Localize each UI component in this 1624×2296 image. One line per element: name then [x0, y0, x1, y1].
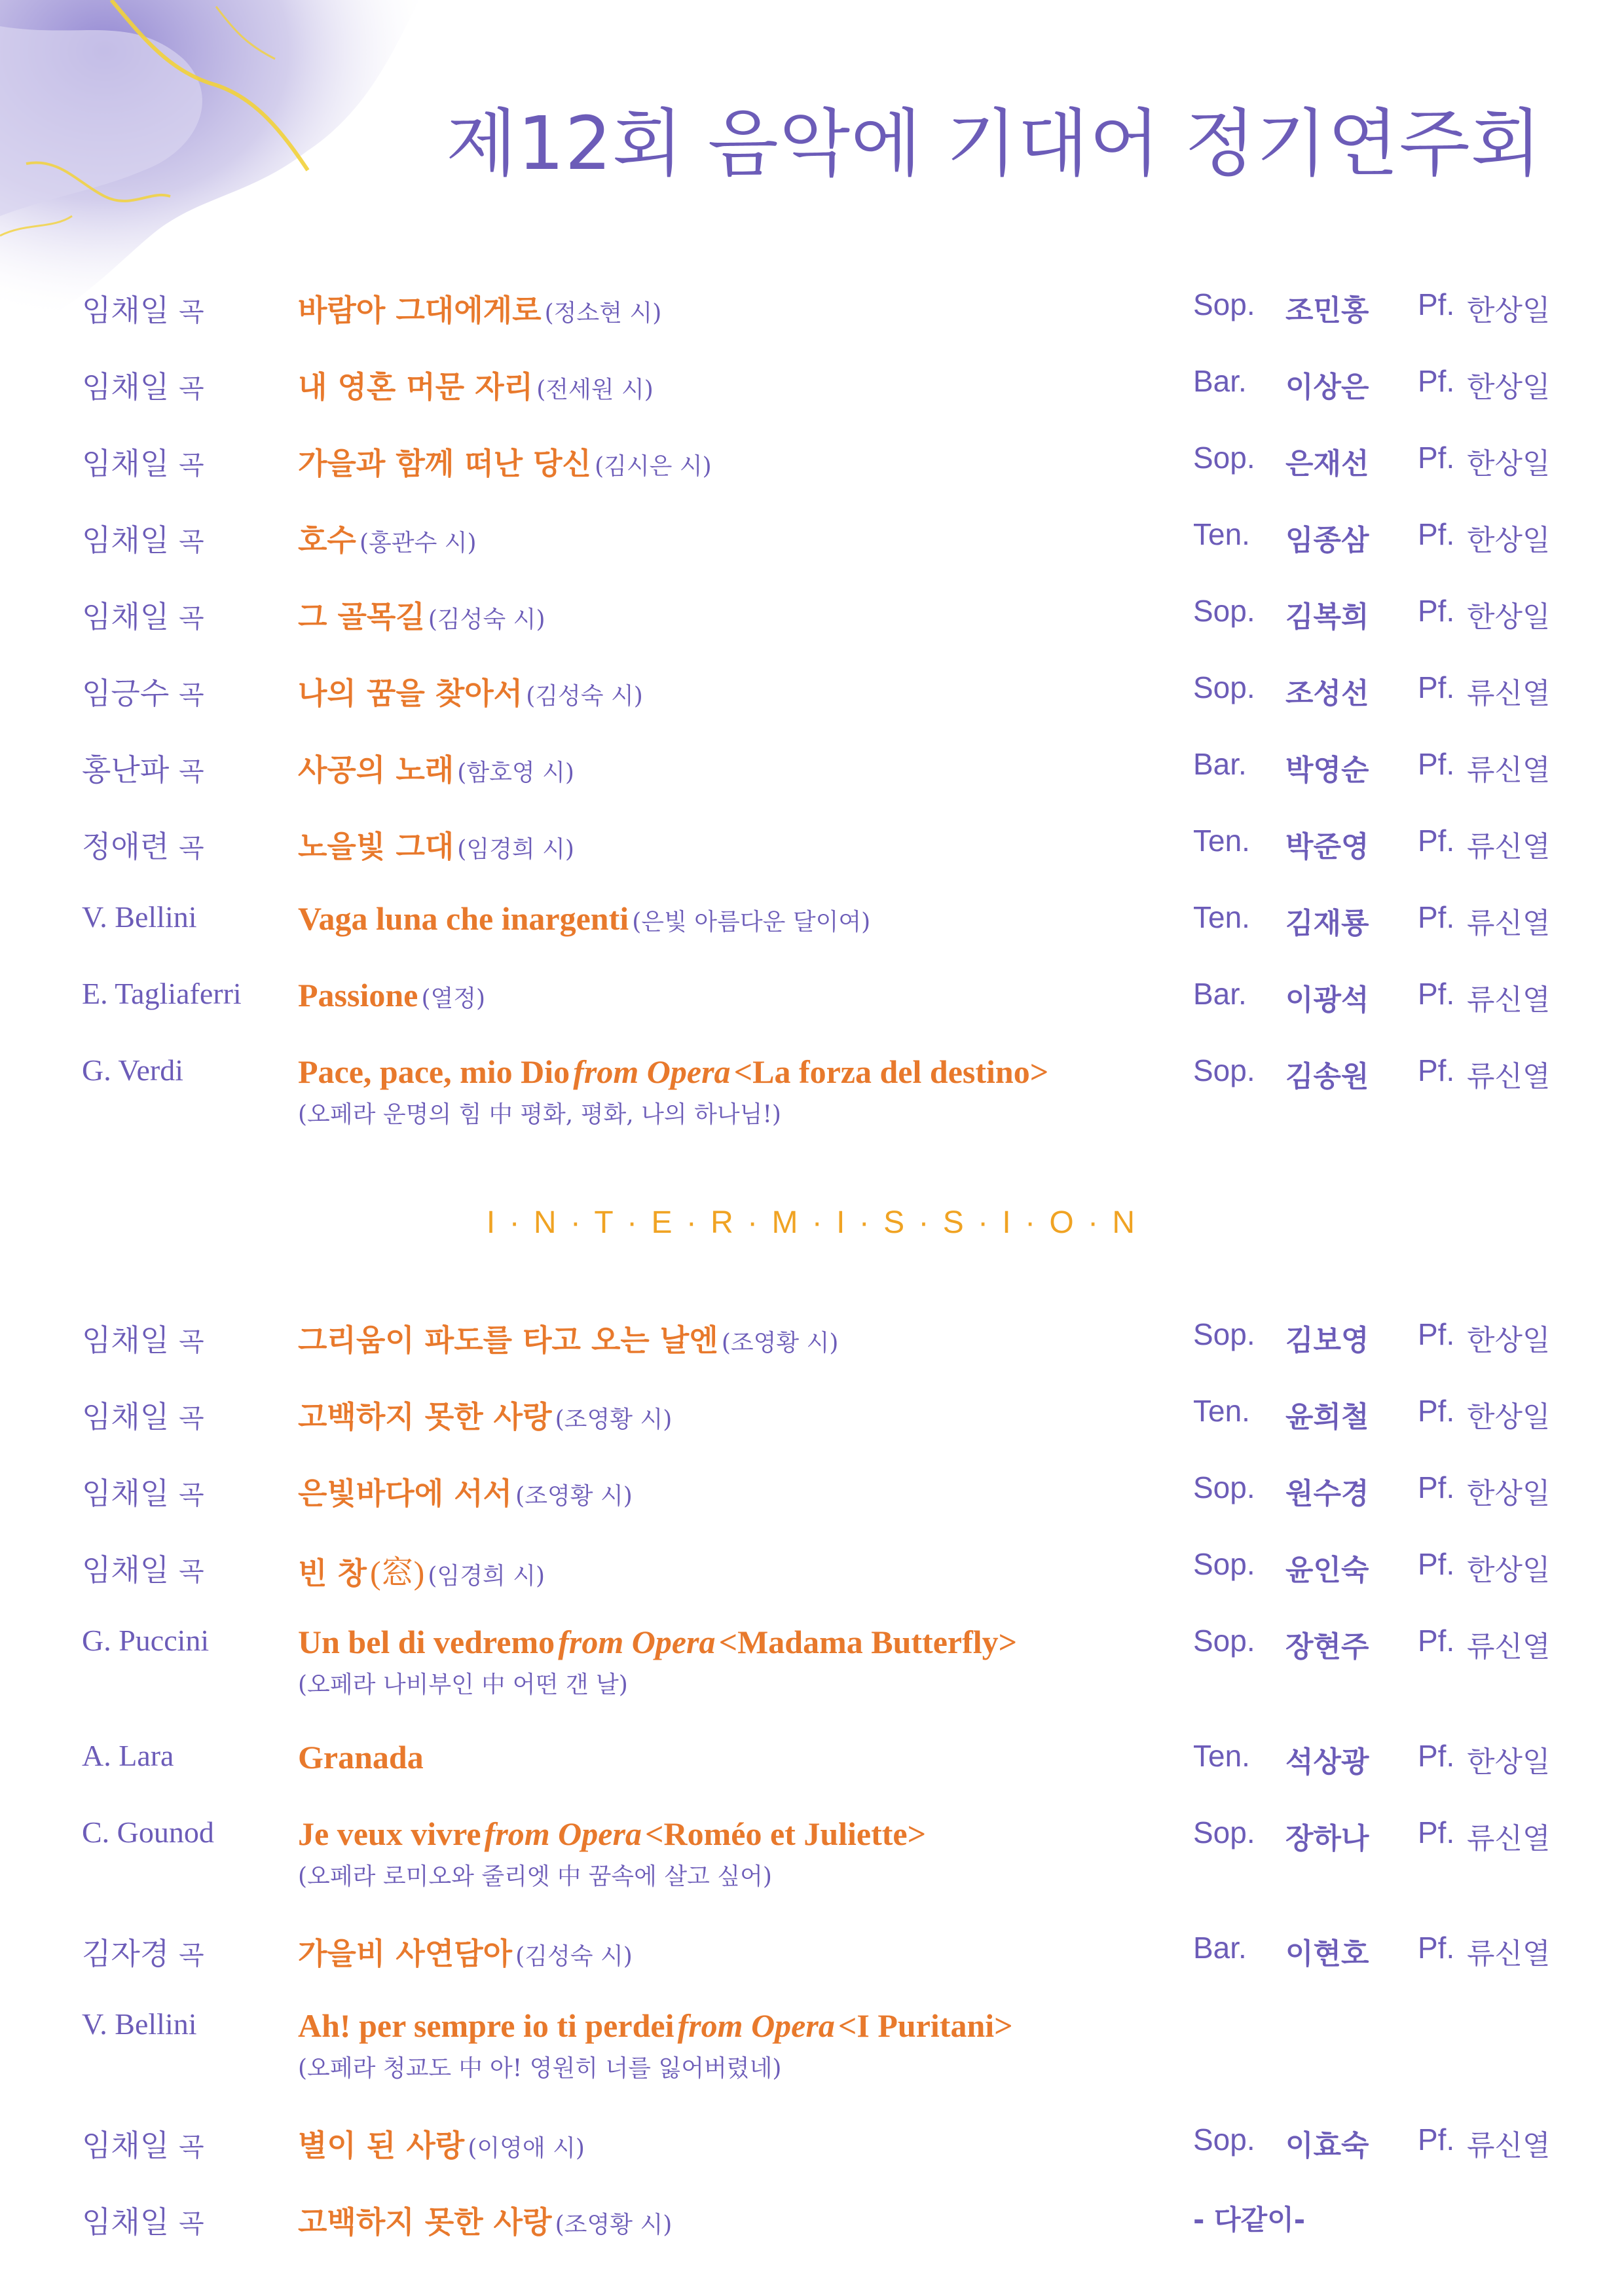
program-row	[0, 1546, 1624, 1618]
singer: 은재선	[1285, 447, 1369, 481]
song	[298, 517, 477, 560]
song	[298, 2198, 672, 2242]
program-row	[0, 287, 1624, 359]
singer: 조민홍	[1285, 294, 1369, 327]
poet: (조영황 시)	[555, 1406, 673, 1433]
composer-name: V. Bellini	[82, 900, 197, 934]
composer	[82, 363, 204, 407]
song-title: Passione	[298, 977, 418, 1013]
voice-type: Ten.	[1193, 824, 1250, 858]
pianist: 류신열	[1467, 1060, 1551, 1093]
singer: 이광석	[1285, 983, 1369, 1017]
composer-suffix: 곡	[178, 527, 204, 557]
composer-name: 임채일	[82, 1476, 170, 1511]
song	[298, 1546, 545, 1594]
voice-type: Bar.	[1193, 364, 1247, 398]
singer: 석상광	[1285, 1745, 1369, 1779]
composer	[82, 1738, 174, 1773]
voice-type: Ten.	[1193, 517, 1250, 551]
pianist: 한상일	[1467, 600, 1551, 634]
voice-type: Bar.	[1193, 747, 1247, 781]
ensemble-note: - 다같이-	[1193, 2204, 1306, 2236]
pianist: 한상일	[1467, 1745, 1551, 1779]
voice-type: Sop.	[1193, 1547, 1255, 1581]
piano-label: Pf.	[1418, 1624, 1455, 1658]
program-row	[0, 670, 1624, 742]
composer	[82, 593, 204, 636]
voice-type: Ten.	[1193, 1394, 1250, 1428]
poet: (열정)	[421, 985, 486, 1012]
composer	[82, 287, 204, 330]
composer-name: V. Bellini	[82, 2007, 197, 2041]
voice-type: Sop.	[1193, 1470, 1255, 1504]
piano-label: Pf.	[1418, 287, 1455, 321]
composer-name: 임긍수	[82, 676, 170, 711]
opera-from-label: from Opera	[558, 1624, 716, 1660]
song-title: 나의 꿈을 찾아서	[298, 676, 523, 711]
program-row	[0, 1815, 1624, 1890]
opera-name: <Madama Butterfly>	[718, 1624, 1018, 1660]
piano-label: Pf.	[1418, 1547, 1455, 1581]
composer-name: 임채일	[82, 1322, 170, 1358]
song-title-hanja: (窓)	[369, 1554, 425, 1591]
poet: (임경희 시)	[457, 836, 574, 863]
program-row	[0, 593, 1624, 665]
singer: 원수경	[1285, 1477, 1369, 1510]
voice-type: Sop.	[1193, 594, 1255, 628]
program-row	[0, 900, 1624, 972]
pianist: 류신열	[1467, 983, 1551, 1017]
poet: (김시은 시)	[595, 453, 712, 480]
page-title: 제12회 음악에 기대어 정기연주회	[446, 101, 1542, 187]
song	[298, 1738, 424, 1776]
composer-suffix: 곡	[178, 833, 204, 864]
singer: 윤희철	[1285, 1400, 1369, 1434]
song	[298, 363, 654, 407]
piano-label: Pf.	[1418, 1815, 1455, 1850]
composer-suffix: 곡	[178, 450, 204, 481]
song	[298, 1470, 633, 1513]
piano-label: Pf.	[1418, 441, 1455, 475]
voice-type: Ten.	[1193, 1739, 1250, 1773]
voice-type: Sop.	[1193, 287, 1255, 321]
singer: 김보영	[1285, 1324, 1369, 1357]
singer: 이상은	[1285, 371, 1369, 404]
song-title: 고백하지 못한 사랑	[298, 1399, 552, 1434]
pianist: 류신열	[1467, 677, 1551, 710]
composer-name: 임채일	[82, 1552, 170, 1588]
singer: 김송원	[1285, 1060, 1369, 1093]
voice-type: Sop.	[1193, 2123, 1255, 2157]
song-subtitle: (오페라 운명의 힘 中 평화, 평화, 나의 하나님!)	[298, 1101, 781, 1128]
piano-label: Pf.	[1418, 824, 1455, 858]
song	[298, 976, 485, 1014]
composer	[82, 1623, 209, 1658]
program-row	[0, 1623, 1624, 1698]
song	[298, 440, 712, 483]
pianist: 한상일	[1467, 371, 1551, 404]
song-title: 가을과 함께 떠난 당신	[298, 446, 591, 481]
composer-name: E. Tagliaferri	[82, 977, 242, 1010]
composer-name: G. Puccini	[82, 1624, 210, 1657]
song	[298, 823, 574, 866]
song-title: 호수	[298, 522, 356, 558]
song	[298, 900, 870, 938]
pianist: 류신열	[1467, 1630, 1551, 1664]
composer-suffix: 곡	[178, 1480, 204, 1510]
composer	[82, 746, 204, 790]
song-title: 별이 된 사랑	[298, 2128, 465, 2163]
composer	[82, 976, 242, 1011]
pianist: 한상일	[1467, 447, 1551, 481]
song-title: 사공의 노래	[298, 752, 454, 788]
program-row	[0, 1393, 1624, 1465]
composer-name: 김자경	[82, 1936, 170, 1971]
pianist: 한상일	[1467, 1324, 1551, 1357]
piano-label: Pf.	[1418, 1470, 1455, 1504]
program-row	[0, 976, 1624, 1048]
voice-type: Bar.	[1193, 1931, 1247, 1965]
poet: (조영황 시)	[515, 1483, 633, 1510]
song	[298, 1053, 1048, 1129]
song	[298, 1623, 1017, 1700]
voice-type: Sop.	[1193, 1317, 1255, 1351]
composer-suffix: 곡	[178, 1404, 204, 1434]
song-title: 은빛바다에 서서	[298, 1476, 513, 1511]
composer-name: 임채일	[82, 599, 170, 634]
composer-name: C. Gounod	[82, 1815, 214, 1849]
composer-name: 임채일	[82, 369, 170, 405]
composer	[82, 1546, 204, 1590]
opera-from-label: from Opera	[677, 2007, 835, 2044]
poet: (이영애 시)	[468, 2135, 585, 2162]
poet: (조영황 시)	[555, 2212, 673, 2238]
composer	[82, 1317, 204, 1360]
pianist: 한상일	[1467, 524, 1551, 557]
song-title: 고백하지 못한 사랑	[298, 2204, 552, 2240]
singer: 장하나	[1285, 1822, 1369, 1855]
opera-name: <Roméo et Juliette>	[645, 1815, 927, 1852]
singer: 박영순	[1285, 754, 1369, 787]
composer-suffix: 곡	[178, 1941, 204, 1971]
voice-type: Bar.	[1193, 977, 1247, 1011]
composer-suffix: 곡	[178, 757, 204, 787]
composer-name: 홍난파	[82, 752, 170, 788]
piano-label: Pf.	[1418, 1053, 1455, 1087]
pianist: 한상일	[1467, 1400, 1551, 1434]
piano-label: Pf.	[1418, 670, 1455, 704]
program-row	[0, 1470, 1624, 1542]
poet: (김성숙 시)	[526, 683, 643, 710]
opera-from-label: from Opera	[573, 1053, 731, 1090]
singer: 조성선	[1285, 677, 1369, 710]
composer-name: 임채일	[82, 1399, 170, 1434]
song-title: Je veux vivre	[298, 1815, 481, 1852]
program-row	[0, 363, 1624, 435]
program-row	[0, 823, 1624, 895]
voice-type: Ten.	[1193, 900, 1250, 934]
pianist: 한상일	[1467, 1554, 1551, 1587]
composer-suffix: 곡	[178, 374, 204, 404]
song	[298, 1815, 926, 1891]
piano-label: Pf.	[1418, 1739, 1455, 1773]
composer-name: A. Lara	[82, 1739, 174, 1772]
composer-suffix: 곡	[178, 1557, 204, 1587]
poet: (조영황 시)	[721, 1330, 839, 1357]
program-row	[0, 1317, 1624, 1389]
song	[298, 287, 661, 330]
program-row	[0, 1930, 1624, 2002]
composer-suffix: 곡	[178, 297, 204, 327]
program-row	[0, 746, 1624, 818]
poet: (전세원 시)	[536, 376, 654, 403]
piano-label: Pf.	[1418, 594, 1455, 628]
pianist: 류신열	[1467, 2129, 1551, 2162]
composer	[82, 2007, 197, 2041]
composer	[82, 823, 204, 866]
composer-name: G. Verdi	[82, 1053, 184, 1087]
song	[298, 746, 574, 790]
program-row	[0, 1053, 1624, 1128]
singer: 김재룡	[1285, 907, 1369, 940]
composer	[82, 2198, 204, 2242]
composer-suffix: 곡	[178, 2209, 204, 2239]
poet: (정소현 시)	[544, 300, 662, 327]
pianist: 류신열	[1467, 754, 1551, 787]
voice-type: Sop.	[1193, 441, 1255, 475]
song-title: 바람아 그대에게로	[298, 293, 542, 328]
piano-label: Pf.	[1418, 2123, 1455, 2157]
opera-from-label: from Opera	[484, 1815, 642, 1852]
piano-label: Pf.	[1418, 517, 1455, 551]
song-title: 내 영혼 머문 자리	[298, 369, 534, 405]
poet: (함호영 시)	[457, 759, 574, 786]
opera-name: <I Puritani>	[838, 2007, 1013, 2044]
voice-type: Sop.	[1193, 1053, 1255, 1087]
composer	[82, 517, 204, 560]
poet: (김성숙 시)	[515, 1943, 633, 1970]
pianist: 한상일	[1467, 294, 1551, 327]
composer-suffix: 곡	[178, 1327, 204, 1357]
composer-name: 임채일	[82, 2128, 170, 2163]
song	[298, 593, 545, 636]
composer	[82, 440, 204, 483]
song	[298, 1317, 838, 1360]
piano-label: Pf.	[1418, 747, 1455, 781]
poet: (김성숙 시)	[428, 606, 545, 633]
composer	[82, 1930, 204, 1973]
composer	[82, 1393, 204, 1436]
song-title: Vaga luna che inargenti	[298, 900, 629, 937]
composer-suffix: 곡	[178, 604, 204, 634]
singer: 장현주	[1285, 1630, 1369, 1664]
piano-label: Pf.	[1418, 900, 1455, 934]
singer: 박준영	[1285, 830, 1369, 864]
song-subtitle: (오페라 나비부인 中 어떤 갠 날)	[298, 1671, 628, 1698]
song-subtitle: (오페라 청교도 中 아! 영원히 너를 잃어버렸네)	[298, 2055, 782, 2082]
song	[298, 2007, 1013, 2083]
composer	[82, 1470, 204, 1513]
song-title: Un bel di vedremo	[298, 1624, 555, 1660]
singer: 김복희	[1285, 600, 1369, 634]
song-title: 빈 창	[298, 1556, 367, 1591]
song-title: Granada	[298, 1739, 424, 1776]
song-title: Ah! per sempre io ti perdei	[298, 2007, 674, 2044]
pianist: 류신열	[1467, 830, 1551, 864]
song	[298, 670, 643, 713]
program-row	[0, 2007, 1624, 2082]
composer	[82, 1053, 183, 1087]
song-title: 노을빛 그대	[298, 829, 454, 864]
voice-type: Sop.	[1193, 670, 1255, 704]
program-row	[0, 517, 1624, 589]
song	[298, 1930, 633, 1973]
poet: (은빛 아름다운 달이여)	[632, 909, 871, 936]
piano-label: Pf.	[1418, 364, 1455, 398]
piano-label: Pf.	[1418, 1931, 1455, 1965]
song	[298, 1393, 672, 1436]
pianist: 류신열	[1467, 1937, 1551, 1971]
voice-type: Sop.	[1193, 1624, 1255, 1658]
composer	[82, 2122, 204, 2165]
composer	[82, 900, 197, 934]
composer-suffix: 곡	[178, 680, 204, 710]
composer	[82, 670, 204, 713]
program-row	[0, 1738, 1624, 1810]
song-title: 그리움이 파도를 타고 오는 날엔	[298, 1322, 718, 1358]
singer: 윤인숙	[1285, 1554, 1369, 1587]
intermission-label: I · N · T · E · R · M · I · S · S · I · O · N	[486, 1205, 1138, 1240]
composer-name: 임채일	[82, 522, 170, 558]
piano-label: Pf.	[1418, 977, 1455, 1011]
composer-name: 정애련	[82, 829, 170, 864]
song	[298, 2122, 585, 2165]
singer: 이효숙	[1285, 2129, 1369, 2162]
pianist: 류신열	[1467, 907, 1551, 940]
composer-suffix: 곡	[178, 2132, 204, 2162]
composer-name: 임채일	[82, 2204, 170, 2240]
singer: 이현호	[1285, 1937, 1369, 1971]
singer: 임종삼	[1285, 524, 1369, 557]
piano-label: Pf.	[1418, 1394, 1455, 1428]
voice-type: Sop.	[1193, 1815, 1255, 1850]
composer	[82, 1815, 214, 1850]
composer-name: 임채일	[82, 293, 170, 328]
pianist: 류신열	[1467, 1822, 1551, 1855]
song-title: 그 골목길	[298, 599, 425, 634]
poet: (임경희 시)	[428, 1563, 545, 1590]
song-title: Pace, pace, mio Dio	[298, 1053, 570, 1090]
song-title: 가을비 사연담아	[298, 1936, 513, 1971]
piano-label: Pf.	[1418, 1317, 1455, 1351]
pianist: 한상일	[1467, 1477, 1551, 1510]
program-row	[0, 2122, 1624, 2194]
program-row	[0, 440, 1624, 512]
opera-name: <La forza del destino>	[733, 1053, 1049, 1090]
program-row	[0, 2198, 1624, 2270]
song-subtitle: (오페라 로미오와 줄리엣 中 꿈속에 살고 싶어)	[298, 1863, 772, 1890]
composer-name: 임채일	[82, 446, 170, 481]
poet: (홍관수 시)	[359, 530, 477, 556]
